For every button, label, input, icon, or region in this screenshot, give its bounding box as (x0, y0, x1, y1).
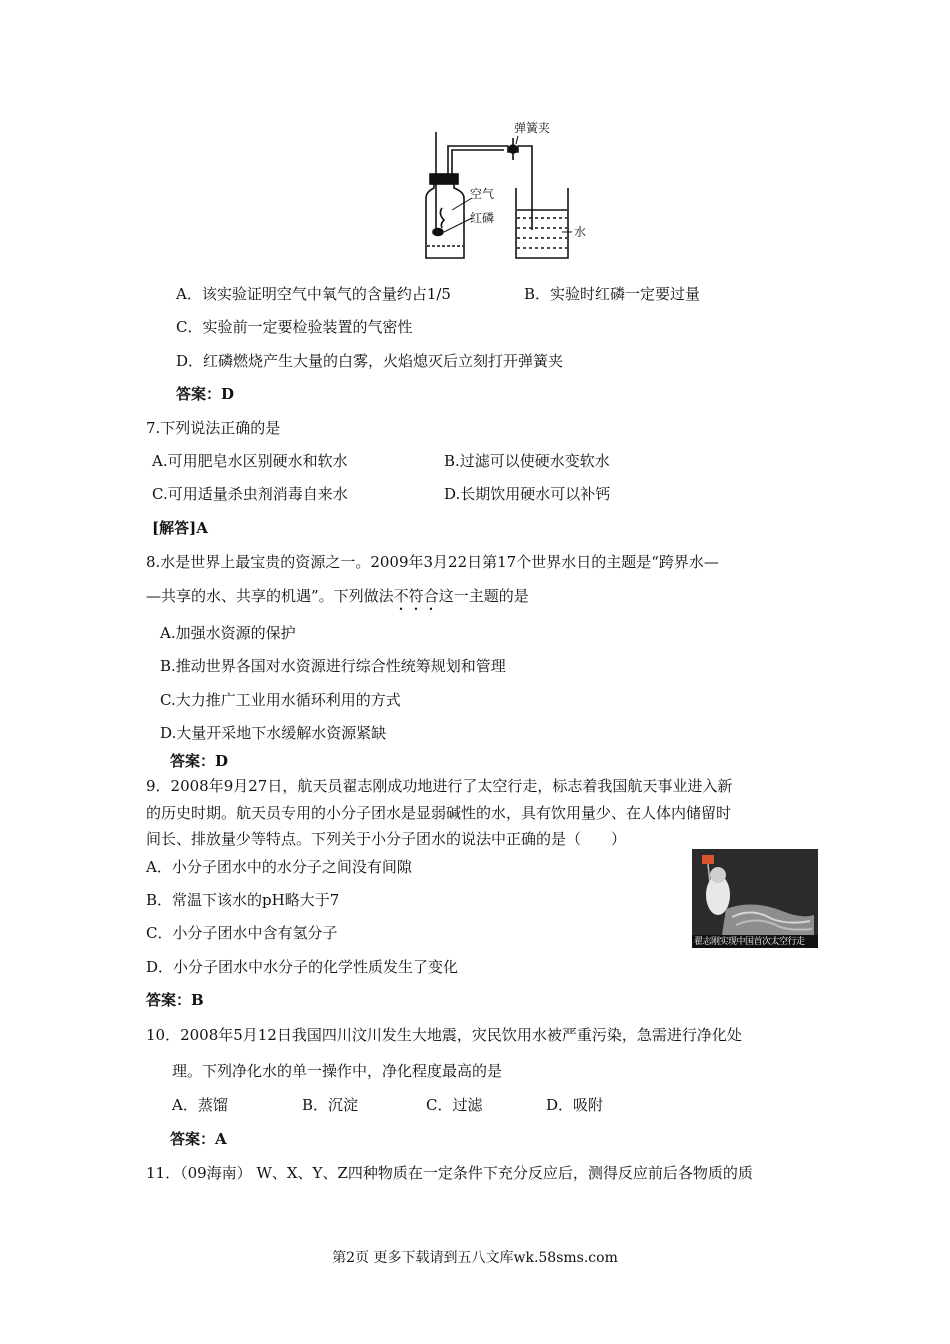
q6-option-c: C．实验前一定要检验装置的气密性 (176, 318, 413, 336)
page-footer: 第2页 更多下载请到五八文库wk.58sms.com (332, 1250, 618, 1266)
q10-option-d: D．吸附 (546, 1096, 604, 1114)
q10-stem-line2: 理。下列净化水的单一操作中，净化程度最高的是 (172, 1062, 503, 1080)
q7-option-a: A.可用肥皂水区别硬水和软水 (152, 452, 348, 470)
q7-answer: [解答]A (152, 519, 208, 537)
q8-option-c: C.大力推广工业用水循环利用的方式 (160, 691, 401, 709)
q8-stem-line2-pre: —共享的水、共享的机遇”。下列做法 (146, 587, 394, 605)
q8-stem-line1: 8.水是世界上最宝贵的资源之一。2009年3月22日第17个世界水日的主题是“跨界水— (146, 553, 719, 571)
q8-stem-emphasis: 不符合 (393, 587, 439, 605)
q6-option-a: A．该实验证明空气中氧气的含量约占1/5 (176, 285, 451, 303)
q10-option-a: A．蒸馏 (172, 1096, 228, 1114)
q8-option-a: A.加强水资源的保护 (160, 624, 296, 642)
q10-option-c: C．过滤 (426, 1096, 483, 1114)
q9-option-d: D．小分子团水中水分子的化学性质发生了变化 (146, 958, 459, 976)
q9-stem-line2: 的历史时期。航天员专用的小分子团水是显弱碱性的水，具有饮用量少、在人体内储留时 (146, 804, 732, 822)
label-air: 空气 (470, 187, 495, 201)
q9-option-a: A．小分子团水中的水分子之间没有间隙 (146, 858, 412, 876)
q9-stem-line3: 间长、排放量少等特点。下列关于小分子团水的说法中正确的是（ ） (146, 830, 627, 848)
q6-answer: 答案：D (176, 385, 235, 403)
q7-option-c: C.可用适量杀虫剂消毒自来水 (152, 485, 348, 503)
q8-option-b: B.推动世界各国对水资源进行综合性统筹规划和管理 (160, 657, 506, 675)
label-red-phosphorus: 红磷 (470, 211, 495, 225)
q7-option-b: B.过滤可以使硬水变软水 (444, 452, 610, 470)
q8-option-d: D.大量开采地下水缓解水资源紧缺 (160, 724, 387, 742)
q10-option-b: B．沉淀 (302, 1096, 359, 1114)
label-water: 水 (574, 225, 587, 239)
q9-option-b: B．常温下该水的pH略大于7 (146, 891, 340, 909)
q6-option-d: D．红磷燃烧产生大量的白雾，火焰熄灭后立刻打开弹簧夹 (176, 352, 564, 370)
label-spring-clip: 弹簧夹 (514, 121, 551, 135)
spacewalk-photo-caption: 翟志刚实现中国首次太空行走 (694, 937, 805, 947)
q10-answer: 答案：A (170, 1130, 227, 1148)
q6-option-b: B．实验时红磷一定要过量 (524, 285, 701, 303)
q11-stem-line1: 11．（09海南） W、X、Y、Z四种物质在一定条件下充分反应后，测得反应前后各物质的质 (146, 1164, 753, 1182)
q8-answer: 答案：D (170, 752, 229, 770)
q10-stem-line1: 10．2008年5月12日我国四川汶川发生大地震，灾民饮用水被严重污染，急需进行净化处 (146, 1026, 742, 1044)
spacewalk-photo (692, 849, 818, 948)
red-phosphorus-apparatus-diagram (412, 118, 612, 264)
q9-stem-line1: 9．2008年9月27日，航天员翟志刚成功地进行了太空行走，标志着我国航天事业进入新 (146, 777, 733, 795)
q8-stem-line2 (146, 586, 529, 614)
q9-option-c: C．小分子团水中含有氢分子 (146, 924, 338, 942)
q9-answer: 答案：B (146, 991, 204, 1009)
q8-stem-line2-post: 这一主题的是 (438, 587, 529, 605)
q7-option-d: D.长期饮用硬水可以补钙 (444, 485, 611, 503)
q7-stem: 7.下列说法正确的是 (146, 419, 281, 437)
